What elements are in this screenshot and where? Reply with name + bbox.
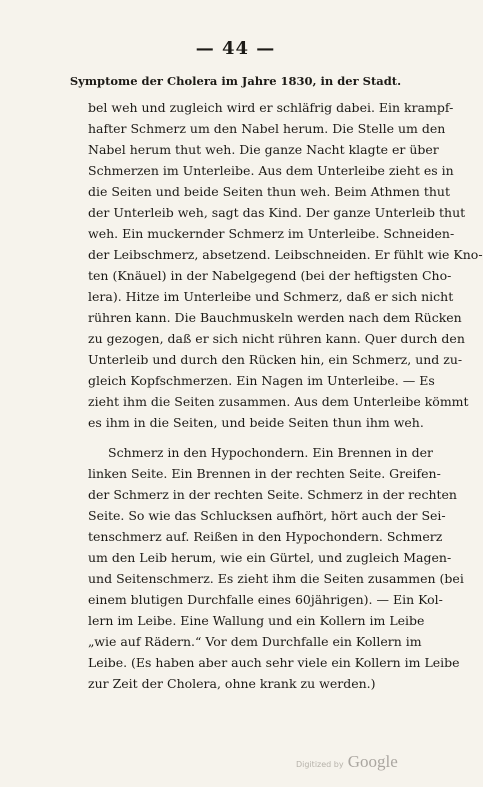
digitization-watermark (296, 752, 398, 772)
text-line: zur Zeit der Cholera, ohne krank zu werden.) (88, 676, 376, 691)
text-line: es ihm in die Seiten, und beide Seiten thun ihm weh. (88, 415, 424, 430)
text-line: lern im Leibe. Eine Wallung und ein Kollern im Leibe (88, 613, 425, 628)
text-line: der Leibschmerz, absetzend. Leibschneiden. Er fühlt wie Kno- (88, 247, 483, 262)
text-line: Seite. So wie das Schlucksen aufhört, hört auch der Sei- (88, 508, 446, 523)
text-line: bel weh und zugleich wird er schläfrig dabei. Ein krampf- (88, 100, 454, 115)
text-line: der Schmerz in der rechten Seite. Schmerz in der rechten (88, 487, 457, 502)
text-line: zieht ihm die Seiten zusammen. Aus dem Unterleibe kömmt (88, 394, 469, 409)
text-line: Unterleib und durch den Rücken hin, ein Schmerz, und zu- (88, 352, 463, 367)
text-line: gleich Kopfschmerzen. Ein Nagen im Unterleibe. — Es (88, 373, 435, 388)
text-line: Nabel herum thut weh. Die ganze Nacht klagte er über (88, 142, 439, 157)
text-line: Leibe. (Es haben aber auch sehr viele ein Kollern im Leibe (88, 655, 460, 670)
text-line: und Seitenschmerz. Es zieht ihm die Seiten zusammen (bei (88, 571, 464, 586)
text-line: der Unterleib weh, sagt das Kind. Der ganze Unterleib thut (88, 205, 466, 220)
text-line: „wie auf Rädern.“ Vor dem Durchfalle ein Kollern im (88, 634, 422, 649)
google-logo: Google (347, 752, 398, 771)
text-line: Schmerz in den Hypochondern. Ein Brennen in der (108, 445, 433, 460)
text-line: hafter Schmerz um den Nabel herum. Die Stelle um den (88, 121, 446, 136)
text-line: ten (Knäuel) in der Nabelgegend (bei der heftigsten Cho- (88, 268, 452, 283)
text-line: lera). Hitze im Unterleibe und Schmerz, daß er sich nicht (88, 289, 454, 304)
text-line: tenschmerz auf. Reißen in den Hypochondern. Schmerz (88, 529, 443, 544)
text-line: weh. Ein muckernder Schmerz im Unterleibe. Schneiden- (88, 226, 455, 241)
text-line: Schmerzen im Unterleibe. Aus dem Unterleibe zieht es in (88, 163, 454, 178)
text-line: linken Seite. Ein Brennen in der rechten Seite. Greifen- (88, 466, 441, 481)
page-number: — 44 — (195, 38, 276, 59)
text-line: rühren kann. Die Bauchmuskeln werden nach dem Rücken (88, 310, 462, 325)
text-line: zu gezogen, daß er sich nicht rühren kann. Quer durch den (88, 331, 465, 346)
text-line: um den Leib herum, wie ein Gürtel, und zugleich Magen- (88, 550, 452, 565)
text-line: einem blutigen Durchfalle eines 60jährigen). — Ein Kol- (88, 592, 443, 607)
running-head: Symptome der Cholera im Jahre 1830, in der Stadt. (69, 74, 402, 88)
text-line: die Seiten und beide Seiten thun weh. Beim Athmen thut (88, 184, 450, 199)
digitized-label: Digitized by (296, 760, 344, 769)
